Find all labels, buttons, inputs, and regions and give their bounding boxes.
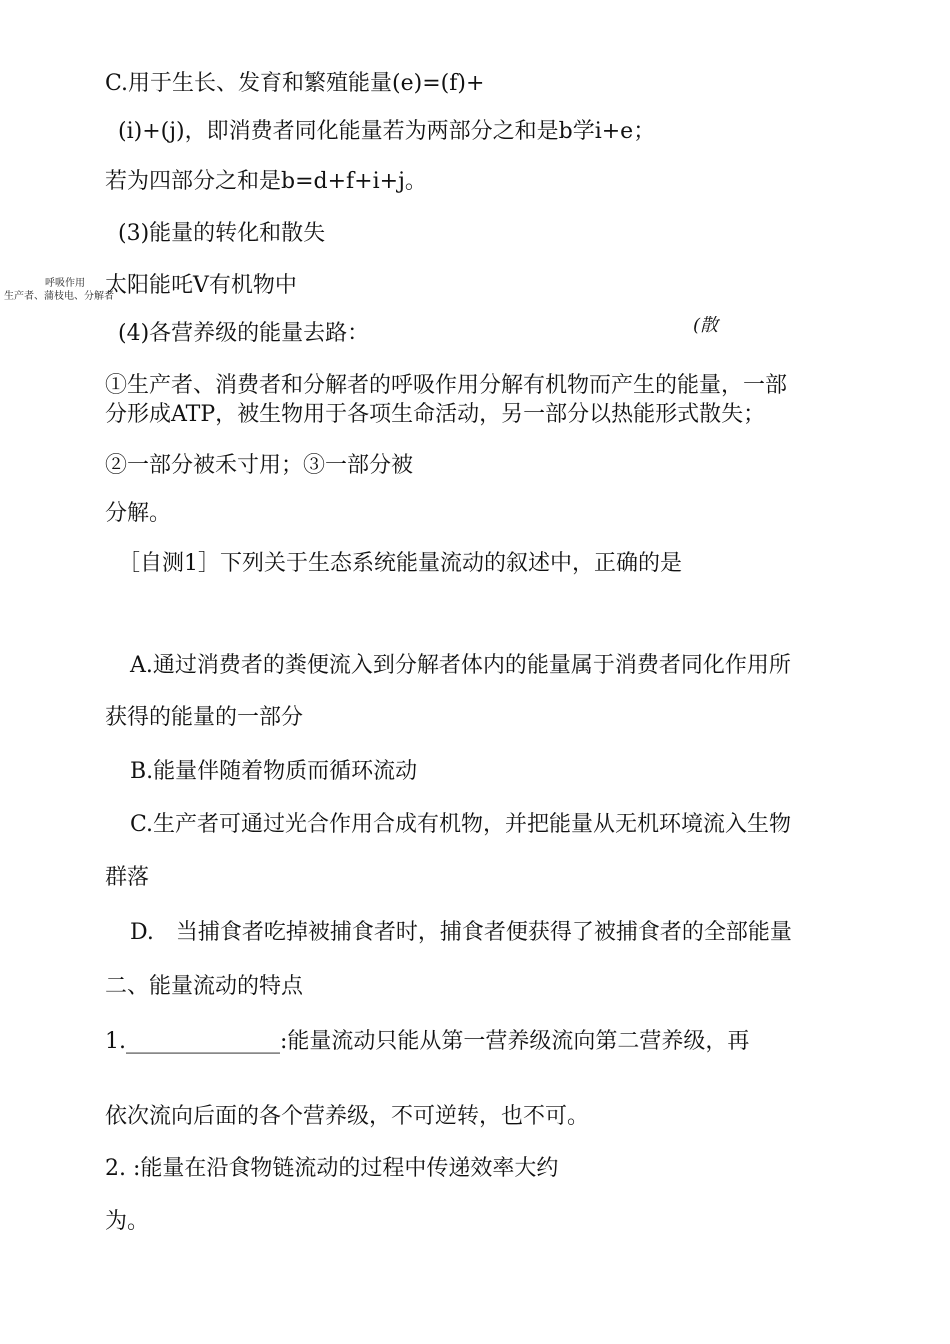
section-heading: 二、能量流动的特点 — [105, 974, 304, 999]
annotation-organisms: 生产者、蒲枝电、分解者 — [4, 291, 114, 302]
text-line-2: (i)+(j)，即消费者同化能量若为两部分之和是b学i+e； — [118, 119, 656, 144]
text-line-9: ②一部分被禾寸用；③一部分被 — [105, 453, 414, 478]
feature-2-continued: 为。 — [105, 1209, 150, 1234]
feature-1-continued: 依次流向后面的各个营养级，不可逆转，也不可。 — [105, 1104, 590, 1129]
option-d: D. 当捕食者吃掉被捕食者时，捕食者便获得了被捕食者的全部能量 — [130, 920, 792, 945]
text-line-7: ①生产者、消费者和分解者的呼吸作用分解有机物而产生的能量，一部 — [105, 373, 788, 398]
feature-2: 2. :能量在沿食物链流动的过程中传递效率大约 — [105, 1156, 559, 1181]
feature-1: 1.______________:能量流动只能从第一营养级流向第二营养级，再 — [105, 1029, 750, 1054]
text-line-8: 分形成ATP，被生物用于各项生命活动，另一部分以热能形式散失； — [105, 402, 766, 427]
annotation-respiration: 呼吸作用 — [45, 278, 85, 289]
text-line-6: (4)各营养级的能量去路： — [118, 321, 370, 346]
question-stem: ［自测1］下列关于生态系统能量流动的叙述中，正确的是 — [118, 551, 682, 576]
option-b: B.能量伴随着物质而循环流动 — [130, 759, 418, 784]
text-line-3: 若为四部分之和是b=d+f+i+j。 — [105, 169, 427, 194]
text-line-4: (3)能量的转化和散失 — [118, 221, 326, 246]
annotation-fragment: (散 — [693, 315, 719, 336]
text-line-1: C.用于生长、发育和繁殖能量(e)=(f)+ — [105, 71, 485, 96]
option-c-continued: 群落 — [105, 865, 150, 890]
text-line-5: 太阳能吒V有机物中 — [105, 273, 297, 298]
option-c: C.生产者可通过光合作用合成有机物，并把能量从无机环境流入生物 — [130, 812, 792, 837]
option-a-continued: 获得的能量的一部分 — [105, 705, 304, 730]
option-a: A.通过消费者的粪便流入到分解者体内的能量属于消费者同化作用所 — [130, 653, 791, 678]
text-line-10: 分解。 — [105, 501, 172, 526]
